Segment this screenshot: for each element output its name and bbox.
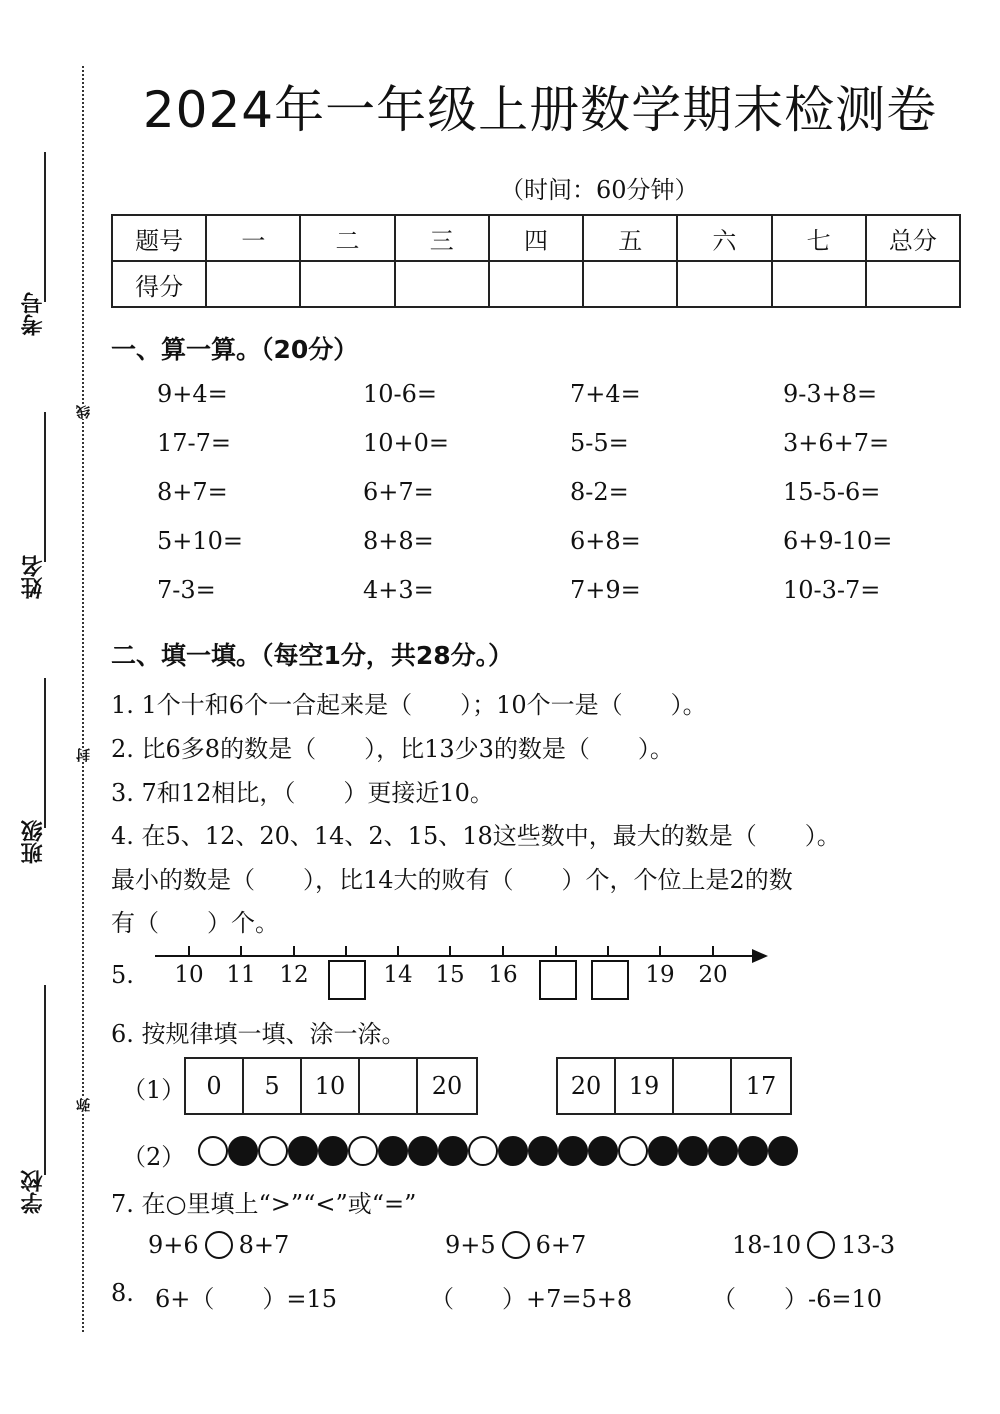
compare-item-3 xyxy=(732,1231,895,1259)
score-blank-cell[interactable] xyxy=(489,261,583,307)
bead-white[interactable] xyxy=(618,1136,648,1166)
question-4-line2: 最小的数是（ ），比14大的败有（ ）个，个位上是2的数 xyxy=(111,866,793,894)
bead-black xyxy=(588,1136,618,1166)
number-line-tick xyxy=(555,946,557,956)
binding-dotted-line xyxy=(82,66,84,1332)
bead-black xyxy=(288,1136,318,1166)
calc-problem: 7+4= xyxy=(570,380,641,408)
sequence-cell: 10 xyxy=(302,1059,360,1113)
sequence-1 xyxy=(184,1057,478,1115)
score-header-cell: 七 xyxy=(772,215,866,261)
score-blank-cell[interactable] xyxy=(866,261,960,307)
number-line-tick xyxy=(397,946,399,956)
number-line-tick xyxy=(607,946,609,956)
bead-black xyxy=(228,1136,258,1166)
bead-white[interactable] xyxy=(468,1136,498,1166)
number-line-label: 14 xyxy=(383,962,413,988)
section2-heading: 二、填一填。（每空1分，共28分。） xyxy=(111,641,514,670)
calc-problem: 5+10= xyxy=(157,527,244,555)
score-value-row xyxy=(112,261,960,307)
mark-mi: 弥 xyxy=(76,1098,92,1112)
calc-problem: 9+4= xyxy=(157,380,228,408)
q8-item-3: （ ）-6=10 xyxy=(712,1285,883,1313)
calc-problem: 15-5-6= xyxy=(783,478,881,506)
score-table xyxy=(111,214,961,308)
sequence-cell: 20 xyxy=(431,1072,463,1100)
calc-problem: 10-6= xyxy=(363,380,438,408)
bead-black xyxy=(738,1136,768,1166)
calc-problem: 8+8= xyxy=(363,527,434,555)
sequence-blank-cell[interactable] xyxy=(360,1059,418,1113)
bead-white[interactable] xyxy=(198,1136,228,1166)
sequence-cell: 17 xyxy=(745,1072,777,1100)
number-line-tick xyxy=(502,946,504,956)
calc-problem: 4+3= xyxy=(363,576,434,604)
number-line-label: 11 xyxy=(226,962,256,988)
calc-problem: 5-5= xyxy=(570,429,629,457)
score-row-label: 得分 xyxy=(112,261,206,307)
calc-problem: 8+7= xyxy=(157,478,228,506)
bead-black xyxy=(438,1136,468,1166)
calc-problem: 3+6+7= xyxy=(783,429,890,457)
field-kaohao: 考号 xyxy=(21,292,46,336)
score-header-cell: 五 xyxy=(583,215,677,261)
compare-left: 9+6 xyxy=(148,1231,199,1259)
compare-circle[interactable] xyxy=(807,1231,835,1259)
calc-problem: 8-2= xyxy=(570,478,629,506)
score-header-cell: 四 xyxy=(489,215,583,261)
number-line-label: 16 xyxy=(488,962,518,988)
calc-problem: 10+0= xyxy=(363,429,450,457)
sequence-cell: 19 xyxy=(616,1059,674,1113)
time-note: （时间：60分钟） xyxy=(500,176,699,204)
question-4-line1: 4. 在5、12、20、14、2、15、18这些数中，最大的数是（ ）。 xyxy=(111,822,841,850)
score-blank-cell[interactable] xyxy=(772,261,866,307)
calc-problem: 10-3-7= xyxy=(783,576,881,604)
bead-white[interactable] xyxy=(258,1136,288,1166)
bead-black xyxy=(558,1136,588,1166)
number-line-arrow xyxy=(752,949,768,963)
number-line-blank-box[interactable] xyxy=(591,960,629,1000)
compare-item-2 xyxy=(445,1231,586,1259)
question-6-part1-label: （1） xyxy=(122,1076,186,1104)
compare-item-1 xyxy=(148,1231,289,1259)
mark-feng: 封 xyxy=(76,748,92,762)
q8-item-1: 6+（ ）=15 xyxy=(155,1285,338,1313)
compare-left: 18-10 xyxy=(732,1231,802,1259)
bead-pattern xyxy=(198,1136,798,1166)
number-line xyxy=(155,955,755,957)
question-2: 2. 比6多8的数是（ ），比13少3的数是（ ）。 xyxy=(111,735,674,763)
question-4-line3: 有（ ）个。 xyxy=(111,909,279,937)
question-6: 6. 按规律填一填、涂一涂。 xyxy=(111,1020,406,1048)
calc-problem: 7-3= xyxy=(157,576,216,604)
calc-problem: 6+7= xyxy=(363,478,434,506)
compare-circle[interactable] xyxy=(502,1231,530,1259)
xuexiao-underline xyxy=(44,985,46,1175)
compare-right: 8+7 xyxy=(238,1231,290,1259)
calc-problem: 6+9-10= xyxy=(783,527,893,555)
field-banji: 班级 xyxy=(21,820,46,864)
bead-black xyxy=(708,1136,738,1166)
xingming-underline xyxy=(44,412,46,562)
bead-black xyxy=(768,1136,798,1166)
number-line-label: 15 xyxy=(435,962,465,988)
score-blank-cell[interactable] xyxy=(583,261,677,307)
sequence-2 xyxy=(556,1057,792,1115)
question-6-part2-label: （2） xyxy=(122,1143,186,1171)
number-line-label: 20 xyxy=(698,962,728,988)
number-line-blank-box[interactable] xyxy=(328,960,366,1000)
number-line-label: 10 xyxy=(174,962,204,988)
score-header-cell: 题号 xyxy=(112,215,206,261)
number-line-tick xyxy=(449,946,451,956)
bead-black xyxy=(318,1136,348,1166)
calc-problem: 17-7= xyxy=(157,429,232,457)
bead-black xyxy=(378,1136,408,1166)
q8-item-2: （ ）+7=5+8 xyxy=(430,1285,633,1313)
question-7: 7. 在○里填上“>”“<”或“=” xyxy=(111,1190,417,1218)
bead-black xyxy=(498,1136,528,1166)
question-8-label: 8. xyxy=(111,1279,134,1307)
question-3: 3. 7和12相比，（ ）更接近10。 xyxy=(111,779,494,807)
bead-black xyxy=(678,1136,708,1166)
number-line-tick xyxy=(659,946,661,956)
number-line-tick xyxy=(712,946,714,956)
score-blank-cell[interactable] xyxy=(677,261,771,307)
number-line-tick xyxy=(293,946,295,956)
number-line-label: 12 xyxy=(279,962,309,988)
bead-black xyxy=(528,1136,558,1166)
kaohao-underline xyxy=(44,152,46,302)
number-line-blank-box[interactable] xyxy=(539,960,577,1000)
question-1: 1. 1个十和6个一合起来是（ ）；10个一是（ ）。 xyxy=(111,691,707,719)
score-header-cell: 总分 xyxy=(866,215,960,261)
number-line-label: 19 xyxy=(645,962,675,988)
sequence-cell: 20 xyxy=(558,1059,616,1113)
calc-problem: 6+8= xyxy=(570,527,641,555)
banji-underline xyxy=(44,678,46,828)
score-blank-cell[interactable] xyxy=(395,261,489,307)
score-header-cell: 一 xyxy=(206,215,300,261)
score-header-cell: 二 xyxy=(300,215,394,261)
field-xuexiao: 学校 xyxy=(21,1170,46,1214)
compare-right: 6+7 xyxy=(535,1231,587,1259)
compare-circle[interactable] xyxy=(205,1231,233,1259)
field-xingming: 姓名 xyxy=(21,555,46,599)
mark-xian: 线 xyxy=(76,405,92,419)
sequence-cell: 5 xyxy=(244,1059,302,1113)
score-header-cell: 三 xyxy=(395,215,489,261)
sequence-cell: 0 xyxy=(186,1059,244,1113)
bead-black xyxy=(408,1136,438,1166)
section1-heading: 一、算一算。（20分） xyxy=(111,335,359,364)
bead-white[interactable] xyxy=(348,1136,378,1166)
page-title: 2024年一年级上册数学期末检测卷 xyxy=(142,81,938,139)
number-line-tick xyxy=(188,946,190,956)
score-header-cell: 六 xyxy=(677,215,771,261)
calc-problem: 7+9= xyxy=(570,576,641,604)
number-line-tick xyxy=(240,946,242,956)
question-5-label: 5. xyxy=(111,961,134,989)
number-line-tick xyxy=(345,946,347,956)
score-blank-cell[interactable] xyxy=(206,261,300,307)
score-blank-cell[interactable] xyxy=(300,261,394,307)
compare-right: 13-3 xyxy=(841,1231,896,1259)
calc-problem: 9-3+8= xyxy=(783,380,878,408)
sequence-blank-cell[interactable] xyxy=(674,1059,732,1113)
compare-left: 9+5 xyxy=(445,1231,496,1259)
score-header-row xyxy=(112,215,960,261)
bead-black xyxy=(648,1136,678,1166)
